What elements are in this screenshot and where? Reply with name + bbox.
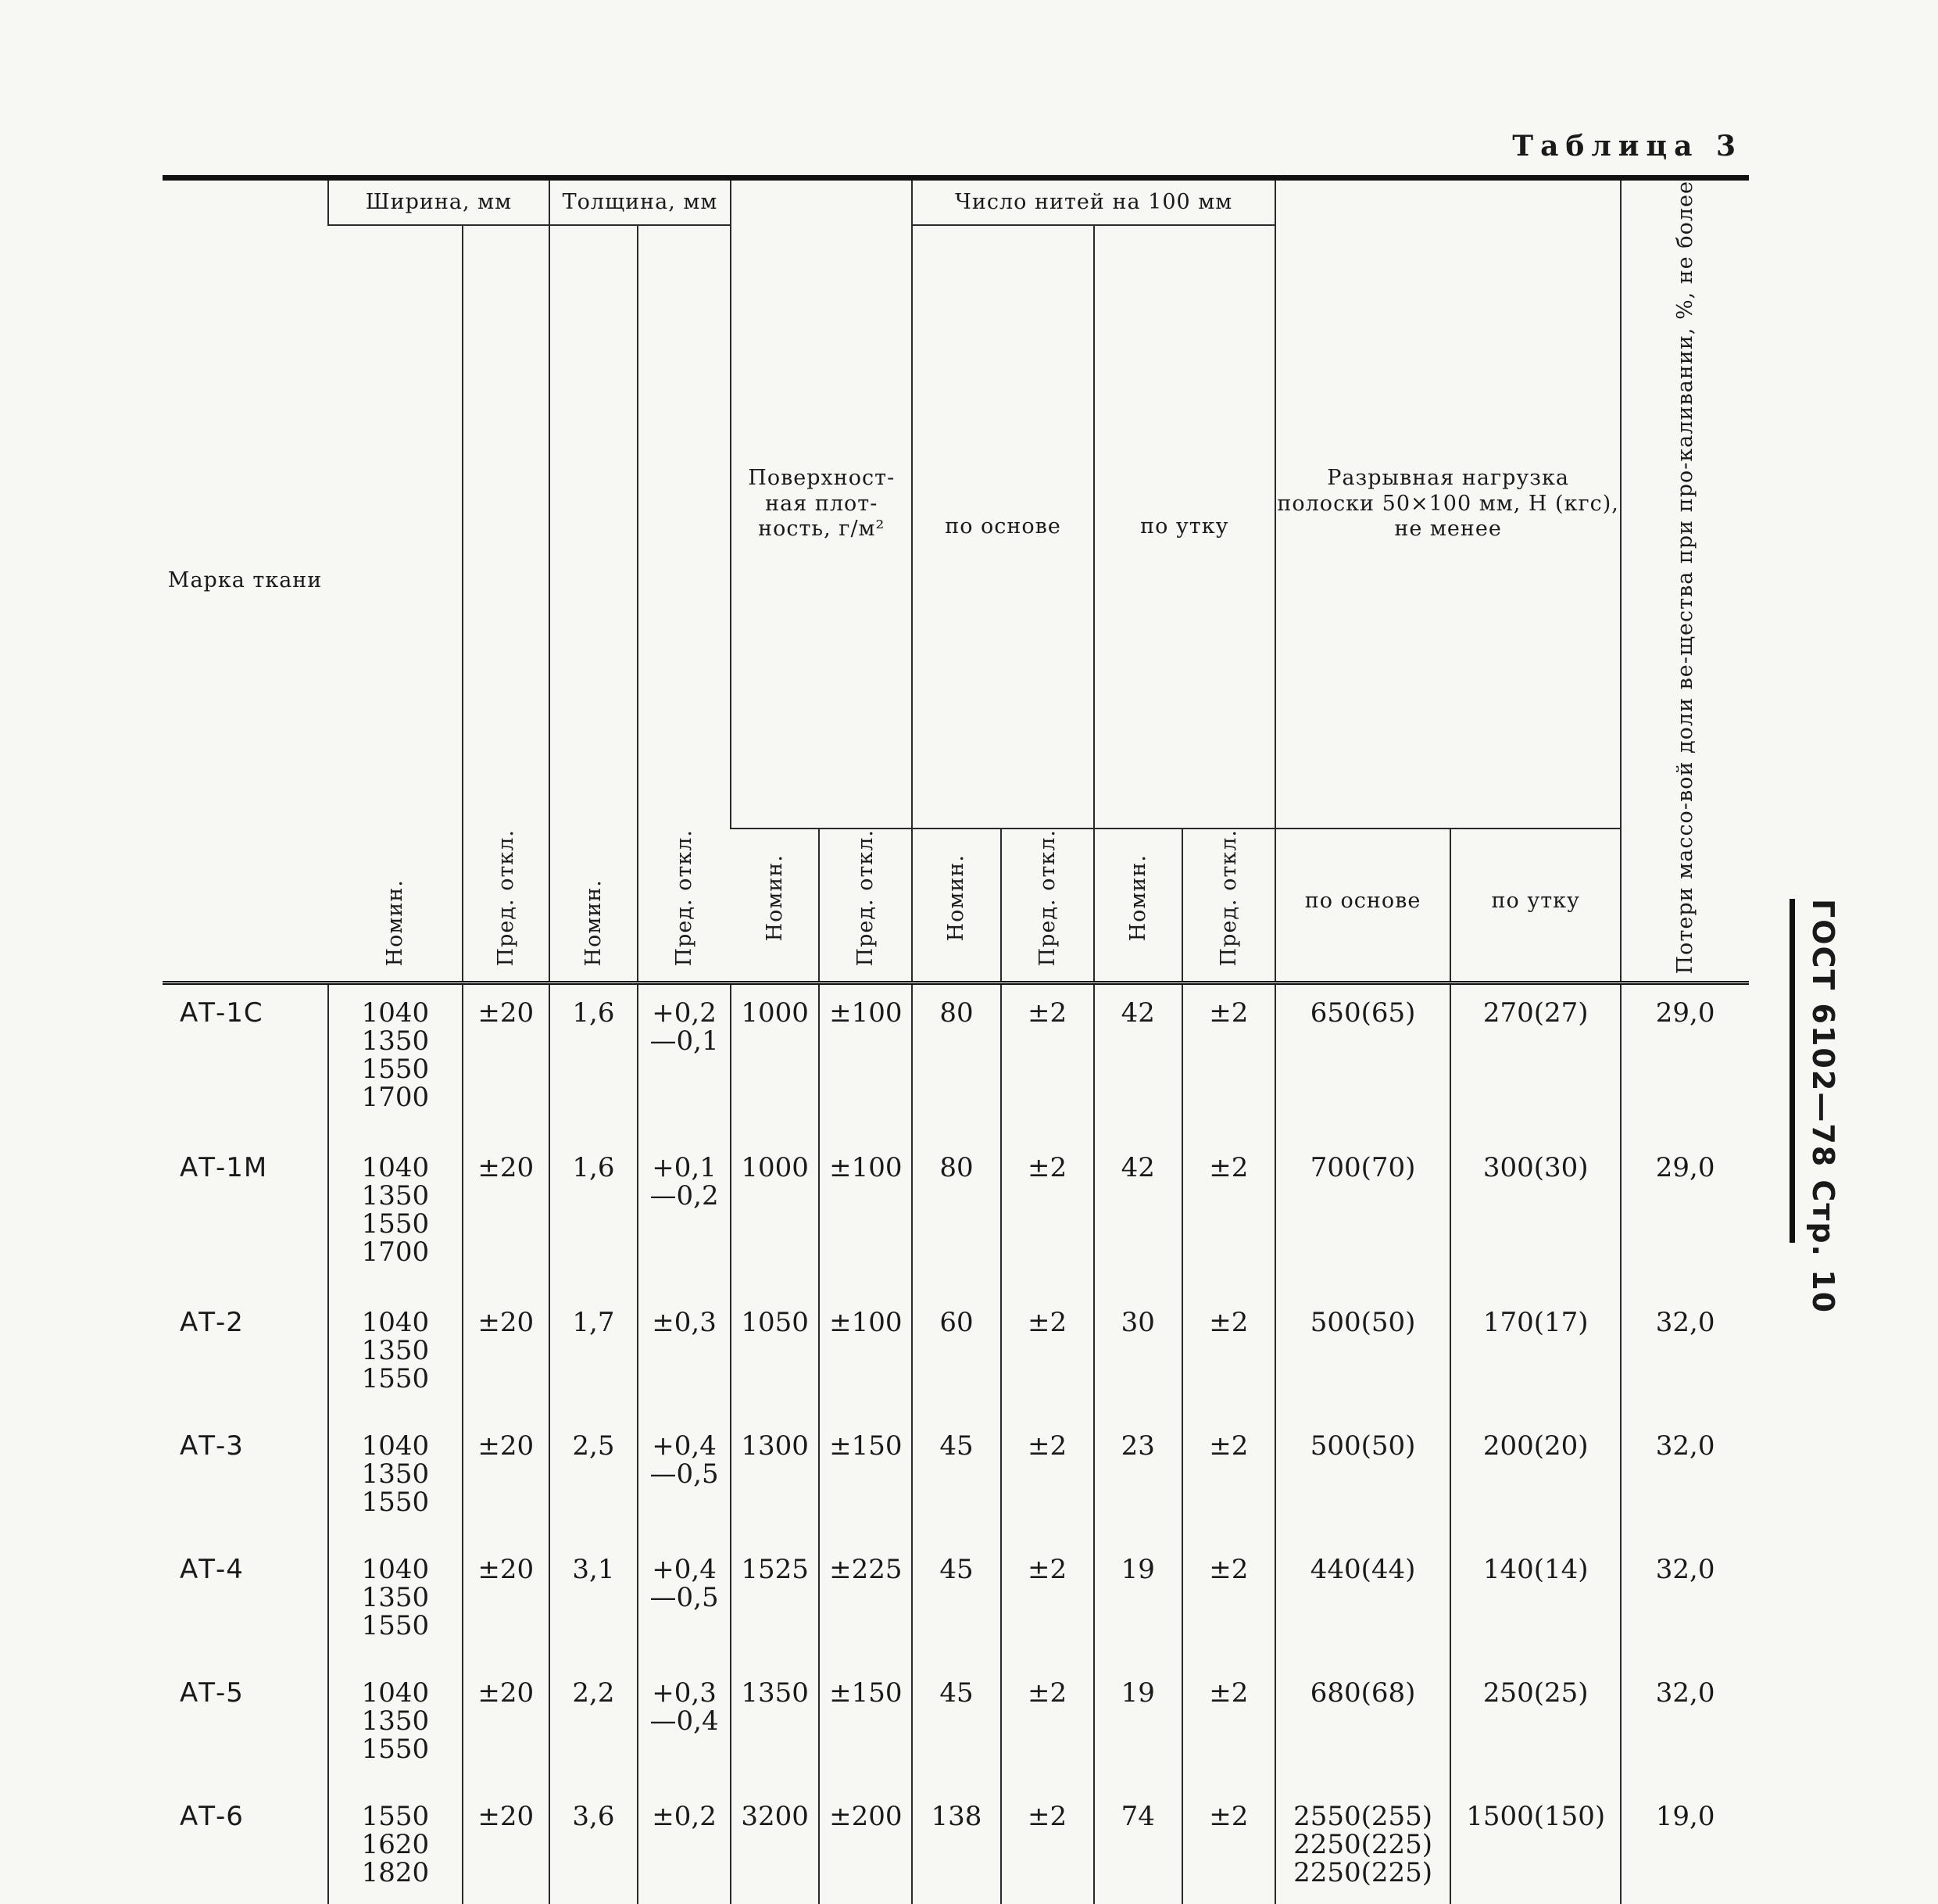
cell-thickness-nom: 3,6 (549, 1788, 638, 1904)
cell-thickness-tol-line: +0,4 (652, 1553, 717, 1585)
cell-thickness-nom: 2,5 (549, 1418, 638, 1541)
cell-load-warp (1275, 1294, 1450, 1418)
cell-warp-nom: 45 (912, 1541, 1000, 1665)
cell-load-weft: 170(17) (1450, 1294, 1621, 1418)
header-load-weft: по утку (1450, 829, 1621, 982)
cell-grade: АТ-1С (180, 997, 263, 1029)
cell-thickness-tol (638, 1665, 731, 1788)
cell-load-warp-line: 2250(225) (1293, 1856, 1433, 1888)
header-weft-tol (1182, 829, 1275, 982)
cell-warp-nom: 80 (912, 1140, 1000, 1294)
cell-load-warp (1275, 1140, 1450, 1294)
cell-load-warp-line: 440(44) (1310, 1553, 1416, 1585)
header-threads-weft: по утку (1094, 225, 1275, 829)
cell-weft-tol: ±2 (1182, 1788, 1275, 1904)
header-weft-nom-text: Номин. (1125, 854, 1150, 942)
header-loss (1621, 178, 1749, 983)
cell-warp-nom: 60 (912, 1294, 1000, 1418)
header-weft-tol-text: Пред. откл. (1216, 829, 1241, 967)
cell-weft-nom: 42 (1094, 982, 1182, 1140)
cell-warp-nom: 45 (912, 1665, 1000, 1788)
cell-thickness-tol-line: ±0,2 (652, 1800, 717, 1832)
header-load-warp: по основе (1275, 829, 1450, 982)
cell-loss: 29,0 (1621, 982, 1749, 1140)
cell-warp-tol: ±2 (1001, 1294, 1094, 1418)
cell-warp-nom: 138 (912, 1788, 1000, 1904)
header-thickness: Толщина, мм (549, 178, 731, 226)
cell-thickness-tol-line: +0,1 (652, 1151, 717, 1183)
header-thickness-tol-text: Пред. откл. (672, 829, 697, 967)
cell-weft-nom: 42 (1094, 1140, 1182, 1294)
header-warp-nom-text: Номин. (944, 854, 969, 942)
cell-width-nom-line: 1040 (361, 1151, 430, 1183)
cell-width-nom-line: 1350 (361, 1179, 430, 1211)
cell-thickness-tol-line: —0,5 (649, 1458, 719, 1490)
cell-thickness-nom: 1,6 (549, 982, 638, 1140)
cell-density-nom: 3200 (731, 1788, 819, 1904)
cell-width-nom-line: 1040 (361, 1677, 430, 1709)
table-row (163, 1294, 1749, 1418)
cell-load-warp (1275, 1418, 1450, 1541)
cell-width-nom-line: 1820 (361, 1856, 430, 1888)
table-body (163, 982, 1749, 1904)
header-density: Поверхност-ная плот-ность, г/м² (731, 178, 912, 829)
cell-density-tol: ±100 (819, 1140, 912, 1294)
header-width-tol (463, 225, 549, 982)
header-warp-tol (1001, 829, 1094, 982)
cell-load-warp-line: 2550(255) (1293, 1800, 1433, 1832)
cell-warp-tol: ±2 (1001, 1140, 1094, 1294)
cell-density-tol: ±100 (819, 1294, 912, 1418)
cell-width-nom-line: 1550 (361, 1486, 430, 1518)
cell-thickness-tol (638, 1140, 731, 1294)
cell-load-warp-line: 700(70) (1310, 1151, 1416, 1183)
cell-density-tol: ±150 (819, 1665, 912, 1788)
table-row (163, 1788, 1749, 1904)
cell-width-nom-line: 1550 (361, 1208, 430, 1240)
cell-thickness-tol (638, 1541, 731, 1665)
cell-width-tol: ±20 (463, 1665, 549, 1788)
header-width-nom-text: Номин. (382, 879, 407, 967)
cell-thickness-tol-line: +0,4 (652, 1430, 717, 1462)
cell-thickness-nom: 3,1 (549, 1541, 638, 1665)
cell-density-nom: 1525 (731, 1541, 819, 1665)
cell-loss: 32,0 (1621, 1541, 1749, 1665)
cell-grade: АТ-2 (180, 1306, 244, 1338)
cell-width-nom-line: 1620 (361, 1828, 430, 1860)
table-row (163, 1665, 1749, 1788)
cell-width-tol: ±20 (463, 1294, 549, 1418)
cell-load-weft: 200(20) (1450, 1418, 1621, 1541)
cell-grade: АТ-1М (180, 1151, 268, 1183)
cell-width-nom-line: 1040 (361, 1553, 430, 1585)
cell-thickness-tol-line: +0,2 (652, 997, 717, 1029)
cell-weft-tol: ±2 (1182, 1541, 1275, 1665)
cell-load-weft: 300(30) (1450, 1140, 1621, 1294)
cell-thickness-tol (638, 982, 731, 1140)
cell-width-nom-line: 1700 (361, 1236, 430, 1268)
header-threads: Число нитей на 100 мм (912, 178, 1275, 226)
cell-thickness-tol (638, 1788, 731, 1904)
cell-grade: АТ-6 (180, 1800, 244, 1832)
cell-loss: 29,0 (1621, 1140, 1749, 1294)
cell-load-weft: 250(25) (1450, 1665, 1621, 1788)
cell-weft-tol: ±2 (1182, 1294, 1275, 1418)
header-grade: Марка ткани (163, 178, 328, 983)
cell-weft-nom: 19 (1094, 1665, 1182, 1788)
cell-weft-nom: 74 (1094, 1788, 1182, 1904)
cell-width-tol: ±20 (463, 982, 549, 1140)
cell-density-nom: 1300 (731, 1418, 819, 1541)
cell-width-nom-line: 1550 (361, 1609, 430, 1641)
cell-thickness-tol-line: —0,1 (649, 1025, 719, 1057)
table-row (163, 982, 1749, 1140)
side-label-text: ГОСТ 6102—78 Стр. 10 (1806, 899, 1840, 1315)
table-row (163, 1140, 1749, 1294)
cell-width-tol: ±20 (463, 1788, 549, 1904)
cell-thickness-tol (638, 1418, 731, 1541)
cell-thickness-nom: 1,6 (549, 1140, 638, 1294)
cell-width-nom-line: 1550 (361, 1362, 430, 1394)
cell-load-warp (1275, 1665, 1450, 1788)
cell-width-nom-line: 1350 (361, 1458, 430, 1490)
header-thickness-nom-text: Номин. (581, 879, 606, 967)
cell-thickness-tol-line: —0,2 (649, 1179, 719, 1211)
header-density-nom (731, 829, 819, 982)
header-width-nom (328, 225, 463, 982)
cell-width-nom-line: 1700 (361, 1081, 430, 1113)
cell-grade: АТ-5 (180, 1677, 244, 1709)
cell-warp-tol: ±2 (1001, 1788, 1094, 1904)
cell-warp-nom: 45 (912, 1418, 1000, 1541)
cell-width-nom-line: 1550 (361, 1053, 430, 1085)
cell-grade: АТ-4 (180, 1553, 244, 1585)
cell-density-tol: ±200 (819, 1788, 912, 1904)
header-density-tol-text: Пред. откл. (853, 829, 878, 967)
cell-warp-tol: ±2 (1001, 982, 1094, 1140)
header-load: Разрывная нагрузка полоски 50×100 мм, Н (кгс), не менее (1275, 178, 1621, 829)
cell-thickness-tol-line: —0,5 (649, 1581, 719, 1613)
cell-width-tol: ±20 (463, 1140, 549, 1294)
header-weft-nom (1094, 829, 1182, 982)
cell-load-weft: 140(14) (1450, 1541, 1621, 1665)
cell-loss: 32,0 (1621, 1418, 1749, 1541)
header-width-tol-text: Пред. откл. (493, 829, 518, 967)
cell-load-warp-line: 680(68) (1310, 1677, 1416, 1709)
cell-warp-tol: ±2 (1001, 1541, 1094, 1665)
cell-width-nom (328, 1541, 463, 1665)
cell-warp-tol: ±2 (1001, 1665, 1094, 1788)
cell-width-nom-line: 1040 (361, 1306, 430, 1338)
cell-density-tol: ±225 (819, 1541, 912, 1665)
cell-loss: 32,0 (1621, 1665, 1749, 1788)
cell-grade: АТ-3 (180, 1430, 244, 1462)
cell-width-nom (328, 1665, 463, 1788)
cell-weft-nom: 30 (1094, 1294, 1182, 1418)
cell-load-warp-line: 2250(225) (1293, 1828, 1433, 1860)
cell-load-weft: 1500(150) (1450, 1788, 1621, 1904)
cell-width-nom-line: 1350 (361, 1334, 430, 1366)
header-width: Ширина, мм (328, 178, 549, 226)
header-thickness-nom (549, 225, 638, 982)
table-row (163, 1541, 1749, 1665)
cell-width-nom (328, 1140, 463, 1294)
header-density-tol (819, 829, 912, 982)
cell-weft-tol: ±2 (1182, 1418, 1275, 1541)
cell-thickness-tol (638, 1294, 731, 1418)
cell-width-nom-line: 1350 (361, 1581, 430, 1613)
side-label (1790, 899, 1840, 1315)
cell-width-nom (328, 1294, 463, 1418)
cell-density-tol: ±150 (819, 1418, 912, 1541)
header-warp-tol-text: Пред. откл. (1035, 829, 1060, 967)
cell-density-nom: 1000 (731, 1140, 819, 1294)
cell-density-nom: 1350 (731, 1665, 819, 1788)
cell-thickness-nom: 2,2 (549, 1665, 638, 1788)
specification-table (163, 175, 1749, 1904)
table-row (163, 1418, 1749, 1541)
cell-warp-tol: ±2 (1001, 1418, 1094, 1541)
cell-load-warp (1275, 1788, 1450, 1904)
cell-density-nom: 1050 (731, 1294, 819, 1418)
header-thickness-tol (638, 225, 731, 982)
cell-thickness-tol-line: +0,3 (652, 1677, 717, 1709)
cell-weft-nom: 19 (1094, 1541, 1182, 1665)
table-caption: Таблица 3 (1512, 130, 1743, 163)
cell-loss: 32,0 (1621, 1294, 1749, 1418)
cell-loss: 19,0 (1621, 1788, 1749, 1904)
cell-width-tol: ±20 (463, 1541, 549, 1665)
cell-width-nom-line: 1350 (361, 1025, 430, 1057)
cell-width-nom-line: 1550 (361, 1733, 430, 1765)
cell-load-weft: 270(27) (1450, 982, 1621, 1140)
cell-width-nom (328, 1788, 463, 1904)
cell-width-tol: ±20 (463, 1418, 549, 1541)
cell-warp-nom: 80 (912, 982, 1000, 1140)
cell-weft-tol: ±2 (1182, 1140, 1275, 1294)
cell-width-nom-line: 1040 (361, 997, 430, 1029)
header-density-nom-text: Номин. (762, 854, 787, 942)
cell-width-nom-line: 1550 (361, 1800, 430, 1832)
cell-load-warp (1275, 982, 1450, 1140)
cell-density-nom: 1000 (731, 982, 819, 1140)
cell-load-warp-line: 500(50) (1310, 1306, 1416, 1338)
cell-weft-nom: 23 (1094, 1418, 1182, 1541)
header-warp-nom (912, 829, 1000, 982)
cell-weft-tol: ±2 (1182, 1665, 1275, 1788)
cell-width-nom-line: 1040 (361, 1430, 430, 1462)
cell-load-warp-line: 650(65) (1310, 997, 1416, 1029)
cell-width-nom-line: 1350 (361, 1705, 430, 1737)
cell-thickness-nom: 1,7 (549, 1294, 638, 1418)
cell-weft-tol: ±2 (1182, 982, 1275, 1140)
cell-load-warp (1275, 1541, 1450, 1665)
cell-thickness-tol-line: —0,4 (649, 1705, 719, 1737)
cell-thickness-tol-line: ±0,3 (652, 1306, 717, 1338)
header-threads-warp: по основе (912, 225, 1093, 829)
cell-width-nom (328, 982, 463, 1140)
cell-load-warp-line: 500(50) (1310, 1430, 1416, 1462)
cell-density-tol: ±100 (819, 982, 912, 1140)
header-loss-text: Потери массо-вой доли ве-щества при про-каливании, %, не более (1673, 181, 1698, 975)
cell-width-nom (328, 1418, 463, 1541)
